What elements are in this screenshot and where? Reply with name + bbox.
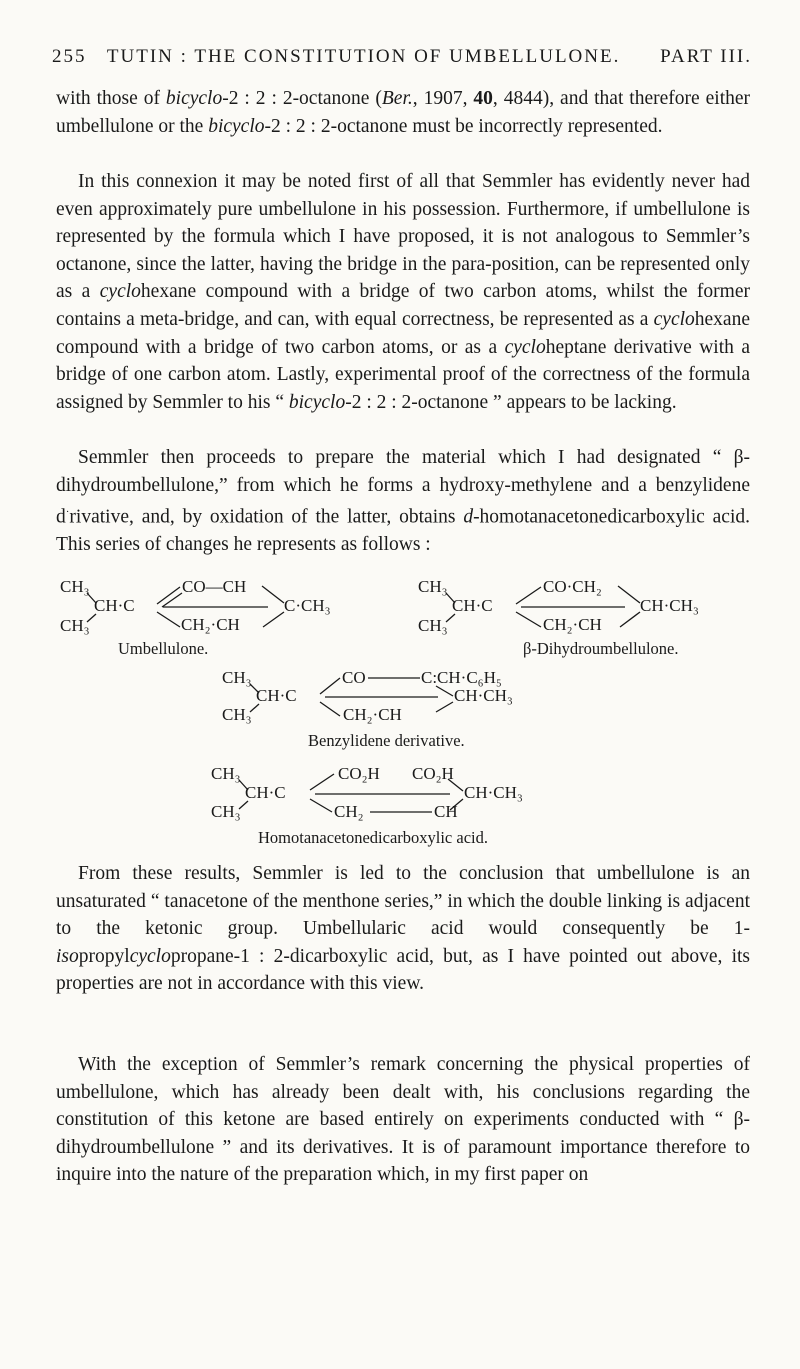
bond-line	[162, 593, 182, 607]
text-run: -homotanacetonedicarboxylic acid. This series of changes he represents as follows :	[56, 506, 750, 556]
formula-text: CO	[342, 668, 366, 687]
formula-caption: Homotanacetonedicarboxylic acid.	[258, 828, 488, 847]
running-title: TUTIN : THE CONSTITUTION OF UMBELLULONE.	[106, 46, 621, 67]
formula-caption: Umbellulone.	[118, 639, 209, 658]
formula-text: CO₂H	[412, 764, 454, 783]
bond-line	[157, 587, 180, 604]
text-run: heptane derivative with a bridge of one carbon atom. Lastly, experimental proof of the correctness of the formula assigned by Semmler to his “	[56, 336, 750, 413]
formula-text: CH₃	[211, 802, 241, 821]
bond-line	[620, 612, 640, 627]
bond-line	[157, 612, 180, 627]
text-run: , 4844), and that therefore either umbellulone or the	[56, 88, 751, 137]
bond-line	[448, 779, 463, 791]
formula-text: CH·CH₃	[454, 686, 513, 705]
italic-run: cyclo	[504, 336, 546, 358]
formula-text: CH₃	[418, 616, 448, 635]
formula-acid	[211, 764, 523, 847]
paragraph-5	[56, 1051, 750, 1189]
bond-line	[436, 686, 453, 696]
text-run: -2 : 2 : 2-octanone must be incorrectly represented.	[264, 115, 663, 137]
italic-run: cyclo	[129, 945, 171, 967]
formula-text: CH₃	[60, 577, 90, 596]
bond-line	[516, 587, 541, 604]
formula-caption: β-Dihydroumbellulone.	[523, 639, 679, 658]
bond-line	[263, 612, 284, 627]
text-run: propane-1 : 2-dicarboxylic acid, but, as I have pointed out above, its properties are not in accordance with this view.	[56, 945, 750, 995]
formula-text: CO₂H	[338, 764, 380, 783]
text-run: propyl	[78, 945, 130, 967]
italic-run: bicyclo	[165, 88, 223, 109]
italic-run: cyclo	[653, 308, 695, 330]
text-run: -2 : 2 : 2-octanone ” appears to be lacking.	[345, 391, 677, 413]
smudge-mark: ·	[65, 506, 70, 519]
text-run: In this connexion it may be noted first of all that Semmler has evidently never had even approximately pure umbellulone in his possession. Furthermore, if umbellulone is represented by the formula which I have proposed, it is not analogous to Semmler’s octanone, since the latter, having the bridge in the para-position, can be represented only as a	[56, 171, 750, 303]
italic-run: Ber.	[381, 88, 413, 109]
formula-text: C:CH·C₆H₅	[421, 668, 502, 687]
bond-line	[516, 612, 541, 627]
part-label: PART III.	[660, 46, 752, 67]
page-number: 255	[52, 46, 87, 67]
italic-run: d	[463, 506, 474, 528]
text-run: From these results, Semmler is led to the conclusion that umbellulone is an unsaturated “ tanacetone of the menthone series,” in which the double linking is adjacent to the ketonic group. Umbellularic acid would consequently be 1-	[56, 863, 750, 940]
formula-text: CH₃	[211, 764, 241, 783]
bond-line	[262, 586, 284, 603]
formula-caption: Benzylidene derivative.	[308, 731, 465, 750]
italic-run: bicyclo	[288, 391, 346, 413]
bond-line	[310, 774, 334, 790]
formula-text: CH·C	[94, 596, 135, 615]
bond-line	[310, 799, 332, 812]
bond-line	[436, 702, 453, 712]
text-run: rivative, and, by oxidation of the latter, obtains	[69, 506, 464, 528]
formula-text: CH·C	[245, 783, 286, 802]
formula-text: CH₂·CH	[343, 705, 402, 724]
text-run: Semmler then proceeds to prepare the material which I had designated “ β-dihydroumbellulone,” from which he forms a hydroxy-methylene and a benzylidene d	[56, 447, 750, 528]
text-run: hexane compound with a bridge of two carbon atoms, whilst the former contains a meta-bridge, and can, with equal correctness, be represented as a	[56, 281, 750, 330]
formula-dihydroumbellulone	[418, 577, 699, 658]
italic-run: bicyclo	[208, 115, 265, 137]
formula-text: CH·C	[452, 596, 493, 615]
formula-text: CH₃	[60, 616, 90, 635]
bold-run: 40	[473, 88, 493, 109]
formula-text: CH₂·CH	[543, 615, 602, 634]
text-run: With the exception of Semmler’s remark concerning the physical properties of umbellulone, which has already been dealt with, his conclusions regarding the constitution of this ketone are based entirely on experiments conducted with “ β-dihydroumbellulone ” and its derivatives. It is of paramount importance therefore to inquire into the nature of the preparation which, in my first paper on	[56, 1054, 750, 1186]
text-run: , 1907,	[412, 88, 474, 109]
italic-run: cyclo	[99, 281, 141, 303]
text-run: with those of	[56, 88, 166, 109]
formula-text: CH₃	[222, 668, 252, 687]
formula-text: CO—CH	[182, 577, 247, 596]
formula-text: CH	[434, 802, 458, 821]
bond-line	[320, 702, 340, 716]
bond-line	[618, 586, 640, 603]
bond-line	[320, 678, 340, 694]
paragraph-4	[56, 860, 750, 998]
formula-benzylidene	[222, 668, 513, 750]
formula-text: C·CH₃	[284, 596, 331, 615]
formula-text: CH₂	[334, 802, 364, 821]
formula-text: CH₃	[418, 577, 448, 596]
formula-text: CH₂·CH	[181, 615, 240, 634]
formula-text: CH·C	[256, 686, 297, 705]
formula-text: CH·CH₃	[464, 783, 523, 802]
formula-text: CO·CH₂	[543, 577, 602, 596]
text-run: -2 : 2 : 2-octanone (	[222, 88, 382, 109]
formula-text: CH·CH₃	[640, 596, 699, 615]
formula-text: CH₃	[222, 705, 252, 724]
text-run: hexane compound with a bridge of two carbon atoms, or as a	[56, 308, 750, 358]
italic-run: iso	[56, 945, 79, 967]
formula-umbellulone	[60, 577, 331, 658]
